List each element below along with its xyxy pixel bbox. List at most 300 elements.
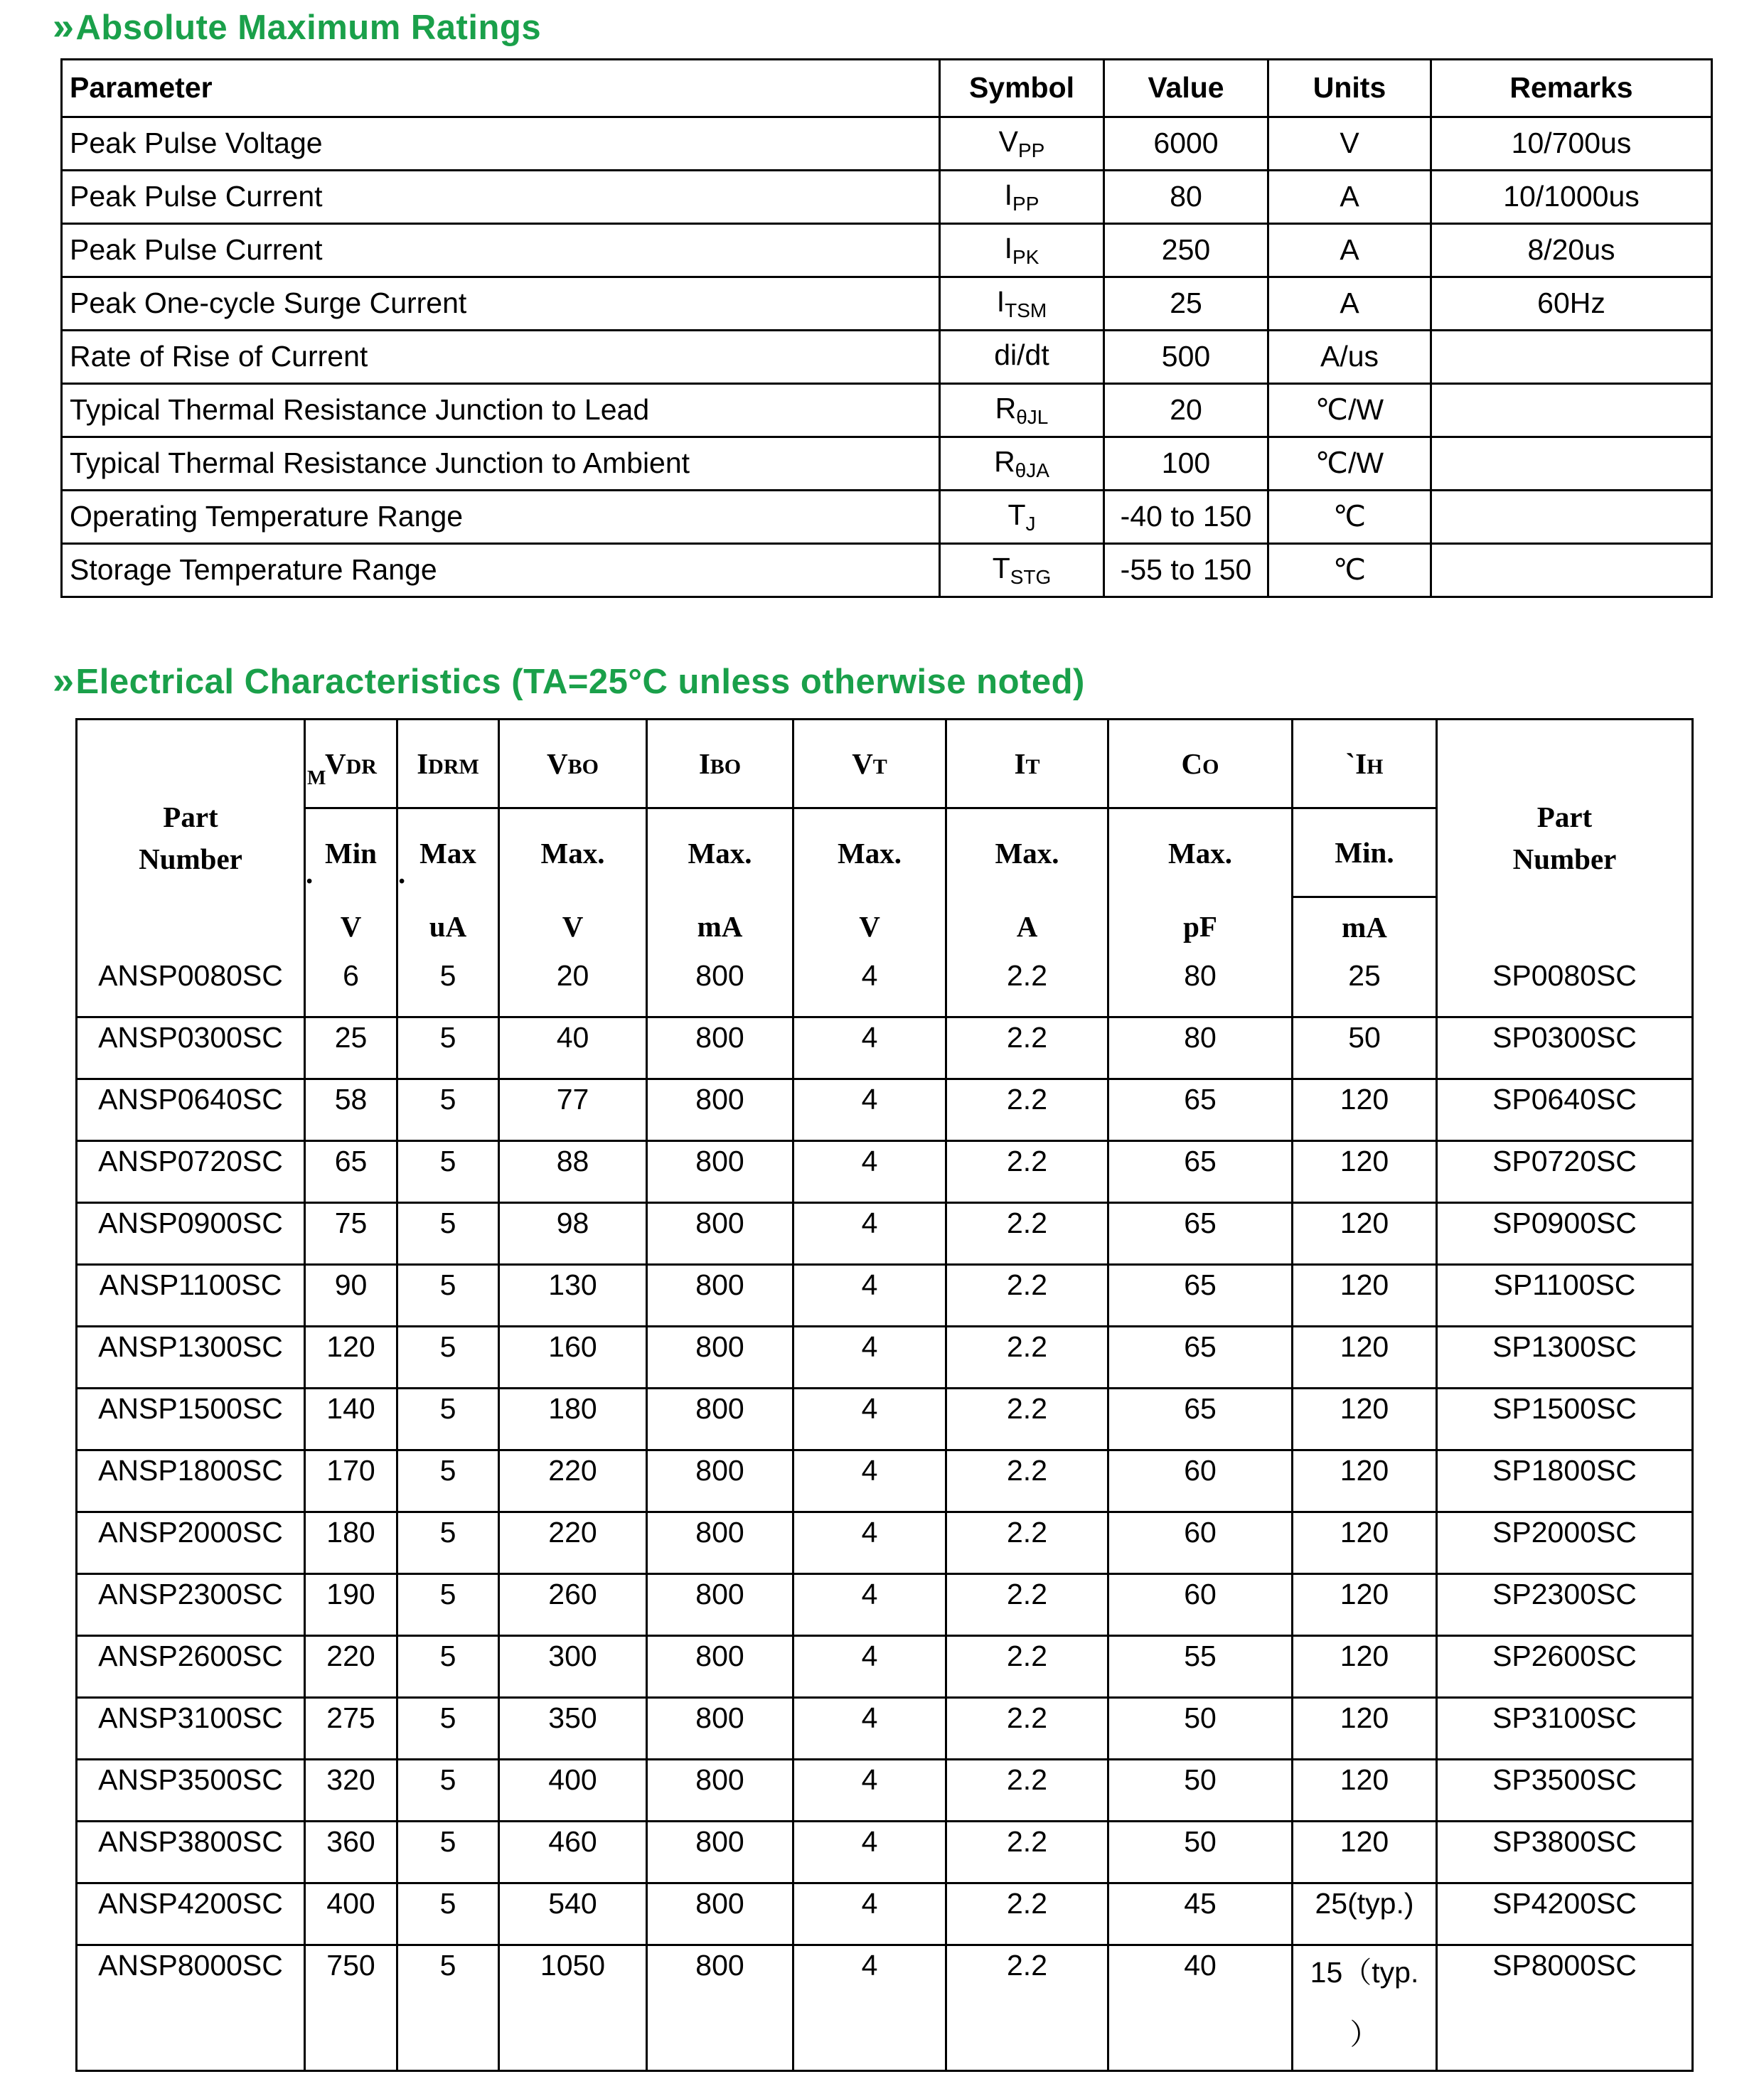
ec-cell-text: 4 bbox=[861, 1454, 878, 1487]
ec-cell-text: SP0640SC bbox=[1492, 1083, 1637, 1116]
ec-equiv-part-number bbox=[1437, 1265, 1693, 1327]
chevron-icon: » bbox=[53, 659, 75, 702]
amr-symbol-sub: TSM bbox=[1005, 299, 1047, 321]
amr-value: 500 bbox=[1104, 331, 1268, 384]
ec-cell-text: 60 bbox=[1184, 1454, 1217, 1487]
ec-cell-text: 25 bbox=[334, 1021, 368, 1054]
ec-value bbox=[305, 1327, 397, 1389]
ec-cell-text: 65 bbox=[1184, 1268, 1217, 1301]
ec-cell-text: ANSP0900SC bbox=[98, 1207, 283, 1239]
ec-value bbox=[1108, 1883, 1293, 1945]
ec-header-symbol bbox=[793, 720, 946, 808]
ec-cell-text: SP8000SC bbox=[1492, 1949, 1637, 1982]
ec-cell-text: 2.2 bbox=[1007, 1268, 1047, 1301]
ec-value bbox=[397, 1636, 499, 1698]
ec-cell-text: 88 bbox=[556, 1145, 589, 1177]
ec-cell-text: 800 bbox=[695, 1578, 744, 1610]
ec-cell-text: 60 bbox=[1184, 1578, 1217, 1610]
ec-value bbox=[499, 1450, 647, 1512]
amr-header-symbol: Symbol bbox=[940, 60, 1104, 117]
amr-parameter: Peak One-cycle Surge Current bbox=[62, 277, 940, 331]
ec-part-number bbox=[77, 1698, 305, 1760]
ec-cell-text: 2.2 bbox=[1007, 1454, 1047, 1487]
ec-value bbox=[305, 1389, 397, 1450]
ec-value bbox=[305, 1636, 397, 1698]
ec-value bbox=[397, 1017, 499, 1079]
part-label: Part bbox=[163, 800, 218, 833]
ec-cell-text: 98 bbox=[556, 1207, 589, 1239]
ec-header-unit: V bbox=[793, 897, 946, 957]
ec-cell-text: ANSP8000SC bbox=[98, 1949, 283, 1982]
ec-part-number bbox=[77, 956, 305, 1017]
amr-value: -40 to 150 bbox=[1104, 491, 1268, 544]
amr-symbol bbox=[940, 224, 1104, 277]
ec-cell-text: 170 bbox=[326, 1454, 375, 1487]
ec-header-limit bbox=[946, 808, 1108, 897]
ec-value bbox=[397, 1327, 499, 1389]
ec-value bbox=[946, 956, 1108, 1017]
amr-parameter: Rate of Rise of Current bbox=[62, 331, 940, 384]
ec-cell-text: 5 bbox=[439, 1701, 456, 1734]
ec-cell-text: ANSP1100SC bbox=[99, 1268, 282, 1301]
ec-row bbox=[77, 1265, 1693, 1327]
ec-value bbox=[499, 956, 647, 1017]
ec-cell-text: SP0300SC bbox=[1492, 1021, 1637, 1054]
ec-header-unit: pF bbox=[1108, 897, 1293, 957]
ec-symbol-sub: DRM bbox=[428, 755, 479, 779]
ec-value bbox=[1108, 1141, 1293, 1203]
ec-cell-text: 160 bbox=[548, 1330, 597, 1363]
ec-row bbox=[77, 1512, 1693, 1574]
ec-symbol-sub: DR bbox=[346, 755, 377, 779]
amr-symbol-sub: θJA bbox=[1015, 459, 1049, 481]
ec-cell-text: 5 bbox=[439, 1516, 456, 1549]
ec-value bbox=[647, 1883, 793, 1945]
ec-value bbox=[305, 1141, 397, 1203]
ec-symbol-sub: T bbox=[872, 755, 887, 779]
ec-cell-text: SP1800SC bbox=[1492, 1454, 1637, 1487]
ec-value bbox=[1108, 1945, 1293, 2071]
ec-cell-text: 2.2 bbox=[1007, 1578, 1047, 1610]
ec-cell-text: 120 bbox=[1340, 1701, 1389, 1734]
amr-value: 20 bbox=[1104, 384, 1268, 437]
ec-part-number bbox=[77, 1636, 305, 1698]
ec-cell-text: ANSP3500SC bbox=[98, 1763, 283, 1796]
ec-cell-text: 460 bbox=[548, 1825, 597, 1858]
ec-cell-text: 25(typ.) bbox=[1315, 1887, 1414, 1920]
ec-equiv-part-number bbox=[1437, 1822, 1693, 1883]
ec-cell-text: 120 bbox=[1340, 1330, 1389, 1363]
ec-value bbox=[1293, 1017, 1437, 1079]
ec-value bbox=[1108, 1327, 1293, 1389]
ec-cell-text: ANSP0720SC bbox=[98, 1145, 283, 1177]
ec-cell-text: 800 bbox=[695, 959, 744, 992]
ec-value bbox=[397, 1079, 499, 1141]
ec-value bbox=[1108, 956, 1293, 1017]
ec-value bbox=[793, 956, 946, 1017]
ec-equiv-part-number bbox=[1437, 1883, 1693, 1945]
ec-cell-text: 750 bbox=[326, 1949, 375, 1982]
amr-symbol bbox=[940, 544, 1104, 597]
ec-row bbox=[77, 1141, 1693, 1203]
ec-cell-text: 800 bbox=[695, 1763, 744, 1796]
amr-header-value: Value bbox=[1104, 60, 1268, 117]
amr-symbol-main: R bbox=[995, 391, 1017, 424]
ec-equiv-part-number bbox=[1437, 1141, 1693, 1203]
ec-equiv-part-number bbox=[1437, 1574, 1693, 1636]
ec-value bbox=[397, 1512, 499, 1574]
ec-cell-text: 800 bbox=[695, 1454, 744, 1487]
ec-cell-text: ANSP2000SC bbox=[98, 1516, 283, 1549]
ec-cell-text: 320 bbox=[326, 1763, 375, 1796]
ec-limit-label: Max bbox=[419, 836, 476, 870]
ec-row bbox=[77, 1203, 1693, 1265]
amr-parameter: Typical Thermal Resistance Junction to Lead bbox=[62, 384, 940, 437]
ec-cell-text: 50 bbox=[1348, 1021, 1381, 1054]
ec-value bbox=[793, 1265, 946, 1327]
ec-cell-text: SP1500SC bbox=[1492, 1392, 1637, 1425]
ec-part-number bbox=[77, 1389, 305, 1450]
amr-symbol bbox=[940, 277, 1104, 331]
amr-row bbox=[62, 437, 1712, 491]
amr-remarks: 10/700us bbox=[1431, 117, 1712, 171]
ec-row bbox=[77, 1017, 1693, 1079]
ec-part-number bbox=[77, 1945, 305, 2071]
ec-value bbox=[397, 1203, 499, 1265]
ec-value bbox=[305, 1203, 397, 1265]
amr-parameter: Operating Temperature Range bbox=[62, 491, 940, 544]
ec-value bbox=[499, 1574, 647, 1636]
ec-value bbox=[397, 1265, 499, 1327]
amr-remarks: 10/1000us bbox=[1431, 171, 1712, 224]
ec-cell-text: 400 bbox=[326, 1887, 375, 1920]
ec-value bbox=[1293, 1636, 1437, 1698]
ec-cell-text: ANSP0080SC bbox=[98, 959, 283, 992]
ec-header-symbol bbox=[1108, 720, 1293, 808]
ec-cell-text: 180 bbox=[548, 1392, 597, 1425]
ec-value bbox=[647, 956, 793, 1017]
ec-cell-text: 65 bbox=[1184, 1392, 1217, 1425]
ec-part-number bbox=[77, 1883, 305, 1945]
ec-value bbox=[946, 1327, 1108, 1389]
ec-cell-text: ANSP1500SC bbox=[98, 1392, 283, 1425]
ec-value bbox=[946, 1636, 1108, 1698]
amr-units: ℃ bbox=[1268, 544, 1431, 597]
ec-row bbox=[77, 1079, 1693, 1141]
ec-part-number bbox=[77, 1822, 305, 1883]
stray-m-mark: M bbox=[307, 767, 326, 789]
ec-value bbox=[793, 1079, 946, 1141]
ec-value bbox=[1293, 1760, 1437, 1822]
ec-cell-text: 2.2 bbox=[1007, 1330, 1047, 1363]
ec-value bbox=[946, 1574, 1108, 1636]
ec-value bbox=[305, 1822, 397, 1883]
amr-symbol-main: V bbox=[998, 124, 1018, 158]
ec-symbol-sub: H bbox=[1367, 755, 1384, 779]
ec-value bbox=[946, 1822, 1108, 1883]
ec-cell-text: SP2000SC bbox=[1492, 1516, 1637, 1549]
ec-equiv-part-number bbox=[1437, 1636, 1693, 1698]
ec-cell-text: 4 bbox=[861, 1516, 878, 1549]
ec-value bbox=[1293, 956, 1437, 1017]
ec-cell-text: 120 bbox=[1340, 1207, 1389, 1239]
ec-cell-text: ANSP2600SC bbox=[98, 1640, 283, 1672]
ec-header-symbol bbox=[1293, 720, 1437, 808]
chevron-icon: » bbox=[53, 5, 75, 48]
ec-header-unit: uA bbox=[397, 897, 499, 957]
ec-value bbox=[793, 1883, 946, 1945]
ec-cell-text: SP1300SC bbox=[1492, 1330, 1637, 1363]
ec-part-number bbox=[77, 1141, 305, 1203]
ec-limit-label: Max. bbox=[838, 836, 902, 870]
amr-symbol-sub: θJL bbox=[1016, 405, 1049, 428]
ec-header-limit bbox=[647, 808, 793, 897]
ec-value bbox=[946, 1389, 1108, 1450]
ec-part-number bbox=[77, 1574, 305, 1636]
ec-cell-text: 220 bbox=[326, 1640, 375, 1672]
ec-equiv-part-number bbox=[1437, 1079, 1693, 1141]
ec-value bbox=[397, 1883, 499, 1945]
ec-part-number bbox=[77, 1265, 305, 1327]
amr-symbol-sub: PK bbox=[1012, 245, 1039, 268]
ec-value bbox=[647, 1450, 793, 1512]
ec-value bbox=[793, 1141, 946, 1203]
ec-cell-text: SP2300SC bbox=[1492, 1578, 1637, 1610]
ec-value bbox=[305, 1512, 397, 1574]
ec-value bbox=[499, 1883, 647, 1945]
ec-value bbox=[1108, 1079, 1293, 1141]
ec-part-number bbox=[77, 1203, 305, 1265]
amr-value: 100 bbox=[1104, 437, 1268, 491]
ec-value bbox=[793, 1698, 946, 1760]
ec-value bbox=[397, 1450, 499, 1512]
ec-cell-text: ANSP4200SC bbox=[98, 1887, 283, 1920]
ec-limit-label: Max. bbox=[1168, 836, 1232, 870]
amr-symbol-main: T bbox=[1007, 498, 1026, 531]
ec-value bbox=[305, 956, 397, 1017]
ec-row bbox=[77, 1760, 1693, 1822]
ec-cell-text: 6 bbox=[343, 959, 359, 992]
ec-value bbox=[647, 1698, 793, 1760]
ec-value bbox=[793, 1203, 946, 1265]
ec-cell-text: 120 bbox=[1340, 1145, 1389, 1177]
ec-cell-text: 2.2 bbox=[1007, 1516, 1047, 1549]
ec-value bbox=[1108, 1574, 1293, 1636]
ec-value bbox=[946, 1883, 1108, 1945]
ec-equiv-part-number bbox=[1437, 1760, 1693, 1822]
amr-symbol-main: T bbox=[992, 551, 1010, 584]
ec-value bbox=[305, 1945, 397, 2071]
ec-value bbox=[1108, 1389, 1293, 1450]
ec-cell-text: 120 bbox=[1340, 1763, 1389, 1796]
ec-value bbox=[499, 1389, 647, 1450]
absolute-maximum-ratings-table bbox=[60, 58, 1713, 598]
ec-row bbox=[77, 1574, 1693, 1636]
ec-row bbox=[77, 1450, 1693, 1512]
ec-limit-label: Max. bbox=[995, 836, 1059, 870]
ec-cell-text: 4 bbox=[861, 1825, 878, 1858]
ec-symbol-main: V bbox=[325, 747, 346, 780]
amr-row bbox=[62, 117, 1712, 171]
ec-value bbox=[647, 1760, 793, 1822]
amr-parameter: Typical Thermal Resistance Junction to Ambient bbox=[62, 437, 940, 491]
ec-header-limit bbox=[1108, 808, 1293, 897]
ec-cell-text: 2.2 bbox=[1007, 1640, 1047, 1672]
ec-cell-text: 180 bbox=[326, 1516, 375, 1549]
ec-value bbox=[946, 1760, 1108, 1822]
amr-row bbox=[62, 224, 1712, 277]
ec-cell-text: 5 bbox=[439, 1268, 456, 1301]
ec-value bbox=[1293, 1450, 1437, 1512]
ec-value bbox=[793, 1760, 946, 1822]
ec-equiv-part-number bbox=[1437, 1327, 1693, 1389]
ec-value bbox=[793, 1512, 946, 1574]
ec-cell-text: SP2600SC bbox=[1492, 1640, 1637, 1672]
ec-value bbox=[305, 1079, 397, 1141]
ec-value bbox=[647, 1636, 793, 1698]
ec-value bbox=[499, 1141, 647, 1203]
amr-units: A bbox=[1268, 277, 1431, 331]
amr-symbol bbox=[940, 384, 1104, 437]
ec-cell-text: SP0720SC bbox=[1492, 1145, 1637, 1177]
ec-row bbox=[77, 1389, 1693, 1450]
amr-symbol-main: I bbox=[996, 284, 1005, 318]
amr-symbol-sub: J bbox=[1025, 512, 1036, 535]
amr-parameter: Peak Pulse Current bbox=[62, 224, 940, 277]
ec-value bbox=[499, 1822, 647, 1883]
ec-cell-text: 140 bbox=[326, 1392, 375, 1425]
ec-cell-text: 2.2 bbox=[1007, 959, 1047, 992]
amr-parameter: Peak Pulse Voltage bbox=[62, 117, 940, 171]
ec-cell-text: 4 bbox=[861, 1330, 878, 1363]
ec-value bbox=[499, 1203, 647, 1265]
ec-cell-text: 800 bbox=[695, 1268, 744, 1301]
ec-cell-text: SP1100SC bbox=[1493, 1268, 1636, 1301]
ec-value bbox=[946, 1512, 1108, 1574]
ec-cell-text: 5 bbox=[439, 1207, 456, 1239]
ec-cell-text: 800 bbox=[695, 1887, 744, 1920]
ec-cell-text: 800 bbox=[695, 1207, 744, 1239]
ec-header-unit: mA bbox=[647, 897, 793, 957]
amr-symbol-main: R bbox=[994, 444, 1015, 478]
ec-value bbox=[1293, 1883, 1437, 1945]
stray-dot-mark: . bbox=[306, 857, 314, 889]
amr-remarks: 60Hz bbox=[1431, 277, 1712, 331]
ec-header-part-number-right bbox=[1437, 720, 1693, 957]
ec-header-limit bbox=[793, 808, 946, 897]
ec-symbol-sub: BO bbox=[710, 755, 742, 779]
amr-value: 6000 bbox=[1104, 117, 1268, 171]
amr-row bbox=[62, 277, 1712, 331]
ec-equiv-part-number bbox=[1437, 1945, 1693, 2071]
ec-cell-text: 120 bbox=[1340, 1825, 1389, 1858]
ec-header-limit bbox=[499, 808, 647, 897]
ec-cell-text: 5 bbox=[439, 1145, 456, 1177]
ec-cell-text: 2.2 bbox=[1007, 1763, 1047, 1796]
ec-value bbox=[647, 1141, 793, 1203]
ec-value bbox=[305, 1017, 397, 1079]
ec-cell-text: 800 bbox=[695, 1949, 744, 1982]
ec-symbol-main: `I bbox=[1345, 747, 1367, 780]
ec-equiv-part-number bbox=[1437, 1389, 1693, 1450]
ec-cell-text: 800 bbox=[695, 1083, 744, 1116]
ec-cell-text: 800 bbox=[695, 1516, 744, 1549]
ec-cell-text: 2.2 bbox=[1007, 1701, 1047, 1734]
ec-cell-text: 120 bbox=[1340, 1516, 1389, 1549]
part-label: Part bbox=[1536, 800, 1593, 833]
ec-cell-text: 50 bbox=[1184, 1701, 1217, 1734]
ec-cell-text: 2.2 bbox=[1007, 1083, 1047, 1116]
ec-value bbox=[397, 1698, 499, 1760]
ec-header-symbol bbox=[305, 720, 397, 808]
ec-cell-text: 75 bbox=[334, 1207, 368, 1239]
ec-header-unit: mA bbox=[1293, 897, 1437, 957]
ec-value bbox=[793, 1945, 946, 2071]
ec-value bbox=[1293, 1079, 1437, 1141]
ec-value bbox=[305, 1883, 397, 1945]
ec-row bbox=[77, 1327, 1693, 1389]
ec-value bbox=[1108, 1265, 1293, 1327]
ec-cell-text: 2.2 bbox=[1007, 1887, 1047, 1920]
ec-equiv-part-number bbox=[1437, 1017, 1693, 1079]
amr-units: ℃/W bbox=[1268, 437, 1431, 491]
ec-cell-text: 5 bbox=[439, 1887, 456, 1920]
ec-cell-text: 350 bbox=[548, 1701, 597, 1734]
ec-header-limit bbox=[397, 808, 499, 897]
ec-cell-text: 5 bbox=[439, 1763, 456, 1796]
ec-part-number bbox=[77, 1450, 305, 1512]
ec-cell-text: 120 bbox=[326, 1330, 375, 1363]
ec-cell-text: 2.2 bbox=[1007, 1949, 1047, 1982]
ec-cell-text: 400 bbox=[548, 1763, 597, 1796]
ec-cell-text: 5 bbox=[439, 1578, 456, 1610]
ec-cell-text: 5 bbox=[439, 959, 456, 992]
ec-cell-text: 4 bbox=[861, 1887, 878, 1920]
ec-cell-text: 300 bbox=[548, 1640, 597, 1672]
amr-value: 80 bbox=[1104, 171, 1268, 224]
ec-part-number bbox=[77, 1512, 305, 1574]
ec-header-symbol bbox=[397, 720, 499, 808]
ec-value bbox=[946, 1945, 1108, 2071]
amr-header-remarks: Remarks bbox=[1431, 60, 1712, 117]
ec-cell-text: 4 bbox=[861, 1145, 878, 1177]
ec-cell-text: 80 bbox=[1184, 1021, 1217, 1054]
ec-header-symbol bbox=[946, 720, 1108, 808]
ec-header-part-number-left bbox=[77, 720, 305, 957]
ec-value bbox=[499, 1079, 647, 1141]
ec-symbol-main: V bbox=[852, 747, 873, 780]
ec-cell-text: ANSP1800SC bbox=[98, 1454, 283, 1487]
ec-cell-text: 130 bbox=[548, 1268, 597, 1301]
ec-value bbox=[499, 1512, 647, 1574]
ec-cell-text: 25 bbox=[1348, 959, 1381, 992]
ec-row bbox=[77, 1636, 1693, 1698]
amr-units: A bbox=[1268, 224, 1431, 277]
ec-cell-text: 4 bbox=[861, 1701, 878, 1734]
ec-cell-text: 90 bbox=[334, 1268, 368, 1301]
amr-symbol-sub: PP bbox=[1012, 192, 1039, 215]
stray-dot-mark: . bbox=[398, 857, 406, 889]
ec-cell-text: ANSP3100SC bbox=[98, 1701, 283, 1734]
ec-value bbox=[305, 1760, 397, 1822]
ec-value bbox=[397, 1141, 499, 1203]
ec-value bbox=[305, 1574, 397, 1636]
ec-value bbox=[499, 1760, 647, 1822]
ec-cell-text: 4 bbox=[861, 1949, 878, 1982]
ec-part-number bbox=[77, 1017, 305, 1079]
ec-value bbox=[1108, 1822, 1293, 1883]
amr-units: A/us bbox=[1268, 331, 1431, 384]
